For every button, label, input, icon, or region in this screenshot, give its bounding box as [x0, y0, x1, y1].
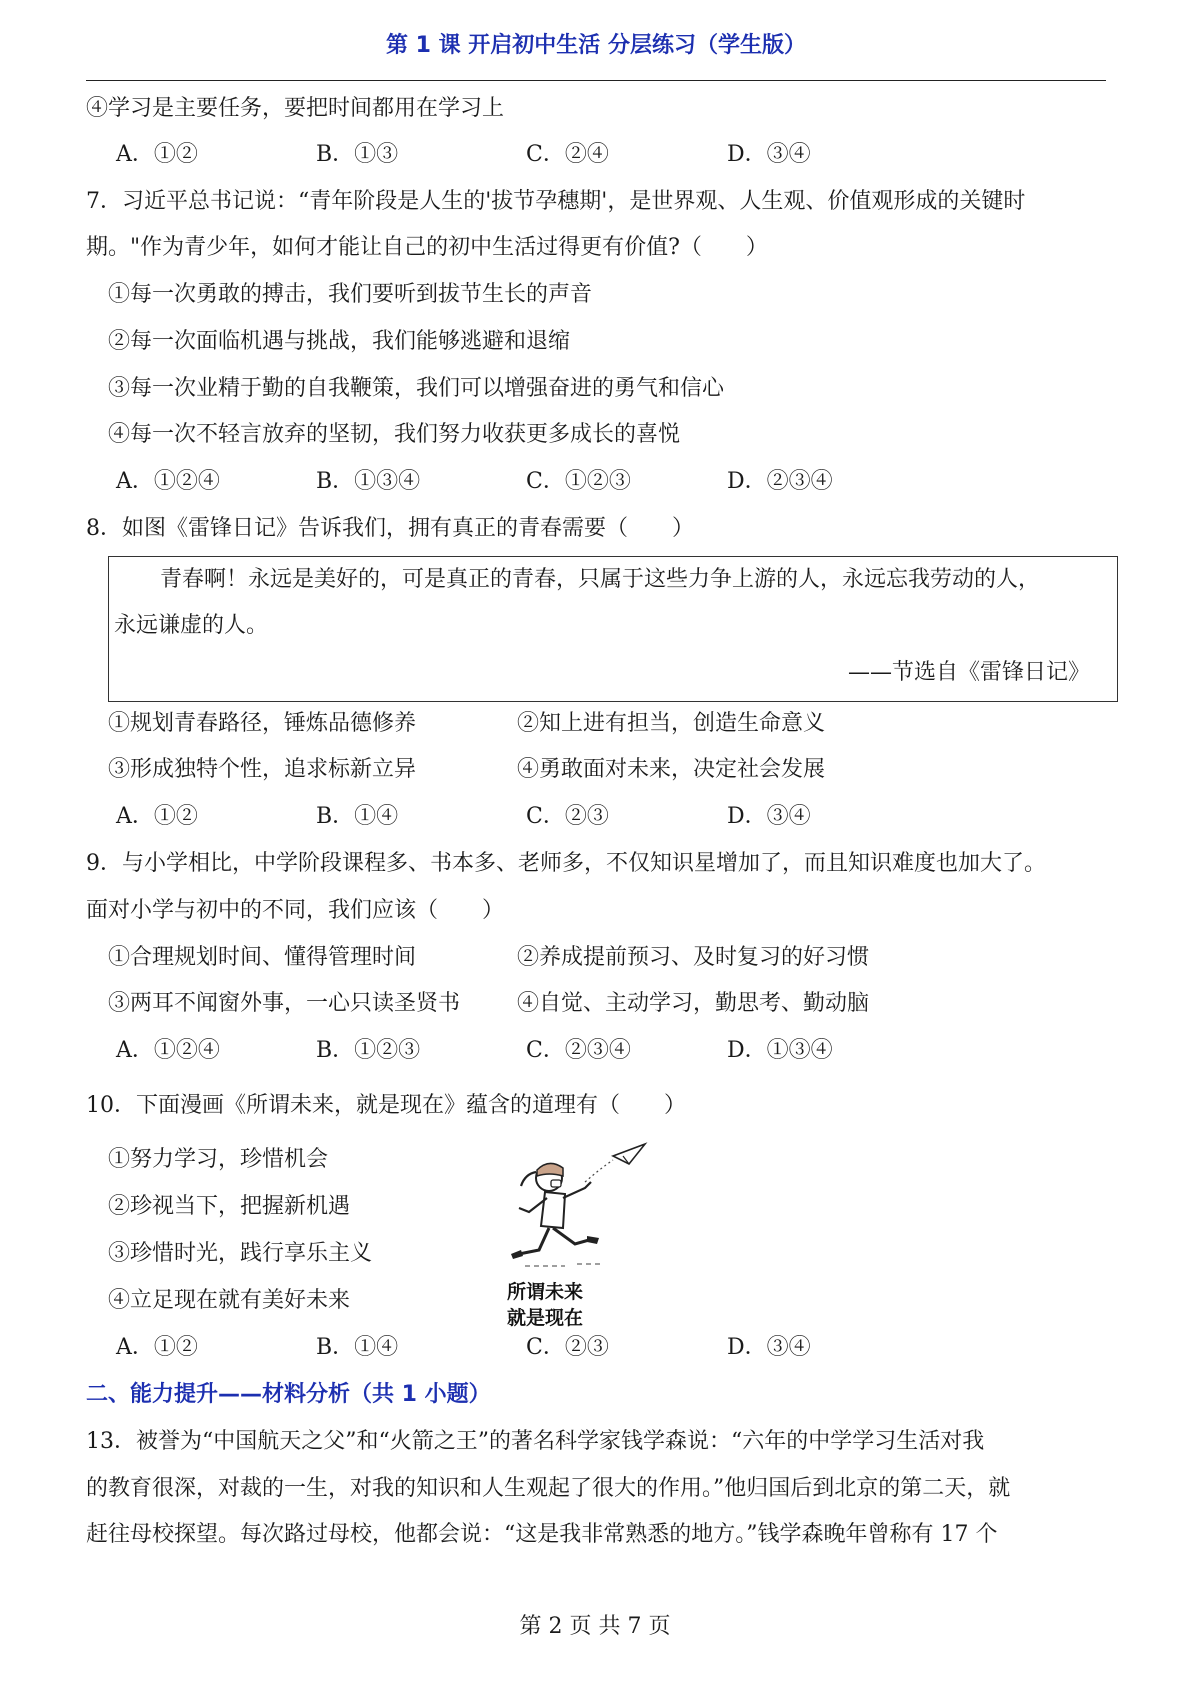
- q10-stem: 10．下面漫画《所谓未来，就是现在》蕴含的道理有（ ）: [86, 1093, 686, 1118]
- q7-choice-d[interactable]: D．②③④: [727, 469, 833, 494]
- q9-option-item-4: ④自觉、主动学习，勤思考、勤动脑: [517, 991, 870, 1016]
- q8-stem: 8．如图《雷锋日记》告诉我们，拥有真正的青春需要（ ）: [86, 516, 694, 541]
- q8-option-item-3: ③形成独特个性，追求标新立异: [108, 757, 417, 782]
- q9-choice-d[interactable]: D．①③④: [727, 1038, 833, 1063]
- quote-line-2: 永远谦虚的人。: [114, 613, 269, 638]
- q6-choice-b[interactable]: B．①③: [316, 142, 399, 167]
- paper-plane-icon: [613, 1144, 645, 1164]
- q10-choice-c[interactable]: C．②③: [526, 1335, 609, 1360]
- q7-choice-c[interactable]: C．①②③: [526, 469, 631, 494]
- q13-text-line-2: 的教育很深，对裁的一生，对我的知识和人生观起了很大的作用。”他归国后到北京的第二天，就: [86, 1476, 1011, 1501]
- q9-stem-line-1: 9．与小学相比，中学阶段课程多、书本多、老师多，不仅知识星增加了，而且知识难度也加大了。: [86, 851, 1047, 876]
- q9-option-item-3: ③两耳不闻窗外事，一心只读圣贤书: [108, 991, 461, 1016]
- q8-option-item-1: ①规划青春路径，锤炼品德修养: [108, 711, 417, 736]
- cartoon-caption-line-1: 所谓未来: [507, 1281, 584, 1303]
- header-divider: [86, 80, 1106, 81]
- q10-option-item-3: ③珍惜时光，践行享乐主义: [108, 1241, 373, 1266]
- q9-option-item-1: ①合理规划时间、懂得管理时间: [108, 945, 417, 970]
- q8-choice-a[interactable]: A．①②: [116, 804, 198, 829]
- q10-option-item-2: ②珍视当下，把握新机遇: [108, 1194, 351, 1219]
- q8-choice-d[interactable]: D．③④: [727, 804, 811, 829]
- q9-stem-line-2: 面对小学与初中的不同，我们应该（ ）: [86, 898, 505, 923]
- q8-choice-c[interactable]: C．②③: [526, 804, 609, 829]
- q13-text-line-1: 13．被誉为“中国航天之父”和“火箭之王”的著名科学家钱学森说：“六年的中学学习生活对我: [86, 1429, 985, 1454]
- page-number: 第 2 页 共 7 页: [519, 1614, 671, 1639]
- q7-choice-a[interactable]: A．①②④: [116, 469, 220, 494]
- q6-choice-d[interactable]: D．③④: [727, 142, 811, 167]
- q9-option-item-2: ②养成提前预习、及时复习的好习惯: [517, 945, 870, 970]
- q13-text-line-3: 赶往母校探望。每次路过母校，他都会说：“这是我非常熟悉的地方。”钱学森晚年曾称有 17 个: [86, 1522, 998, 1547]
- q8-option-item-2: ②知上进有担当，创造生命意义: [517, 711, 826, 736]
- q6-choice-a[interactable]: A．①②: [116, 142, 198, 167]
- q9-choice-b[interactable]: B．①②③: [316, 1038, 421, 1063]
- q6-choice-c[interactable]: C．②④: [526, 142, 609, 167]
- q7-choice-b[interactable]: B．①③④: [316, 469, 421, 494]
- q7-option-item-2: ②每一次面临机遇与挑战，我们能够逃避和退缩: [108, 329, 571, 354]
- q10-choice-b[interactable]: B．①④: [316, 1335, 399, 1360]
- q7-stem-line-1: 7．习近平总书记说：“青年阶段是人生的'拔节孕穗期'，是世界观、人生观、价值观形成的关键时: [86, 189, 1026, 214]
- q8-choice-b[interactable]: B．①④: [316, 804, 399, 829]
- q9-choice-c[interactable]: C．②③④: [526, 1038, 631, 1063]
- page-title: 第 1 课 开启初中生活 分层练习（学生版）: [386, 33, 806, 58]
- q10-choice-a[interactable]: A．①②: [116, 1335, 198, 1360]
- q7-option-item-4: ④每一次不轻言放弃的坚韧，我们努力收获更多成长的喜悦: [108, 422, 681, 447]
- q10-option-item-1: ①努力学习，珍惜机会: [108, 1147, 329, 1172]
- section-title: 二、能力提升——材料分析（共 1 小题）: [86, 1382, 491, 1407]
- q8-option-item-4: ④勇敢面对未来，决定社会发展: [517, 757, 826, 782]
- running-girl-cartoon: [505, 1138, 655, 1328]
- quote-source: ——节选自《雷锋日记》: [848, 660, 1091, 685]
- q9-choice-a[interactable]: A．①②④: [116, 1038, 220, 1063]
- q7-option-item-3: ③每一次业精于勤的自我鞭策，我们可以增强奋进的勇气和信心: [108, 376, 725, 401]
- q10-option-item-4: ④立足现在就有美好未来: [108, 1288, 351, 1313]
- q6-option-item-4: ④学习是主要任务，要把时间都用在学习上: [86, 96, 505, 121]
- q7-stem-line-2: 期。"作为青少年，如何才能让自己的初中生活过得更有价值?（ ）: [86, 235, 768, 260]
- q10-choice-d[interactable]: D．③④: [727, 1335, 811, 1360]
- cartoon-caption-line-2: 就是现在: [507, 1307, 584, 1328]
- q7-option-item-1: ①每一次勇敢的搏击，我们要听到拔节生长的声音: [108, 282, 593, 307]
- quote-line-1: 青春啊！永远是美好的，可是真正的青春，只属于这些力争上游的人，永远忘我劳动的人，: [160, 567, 1041, 592]
